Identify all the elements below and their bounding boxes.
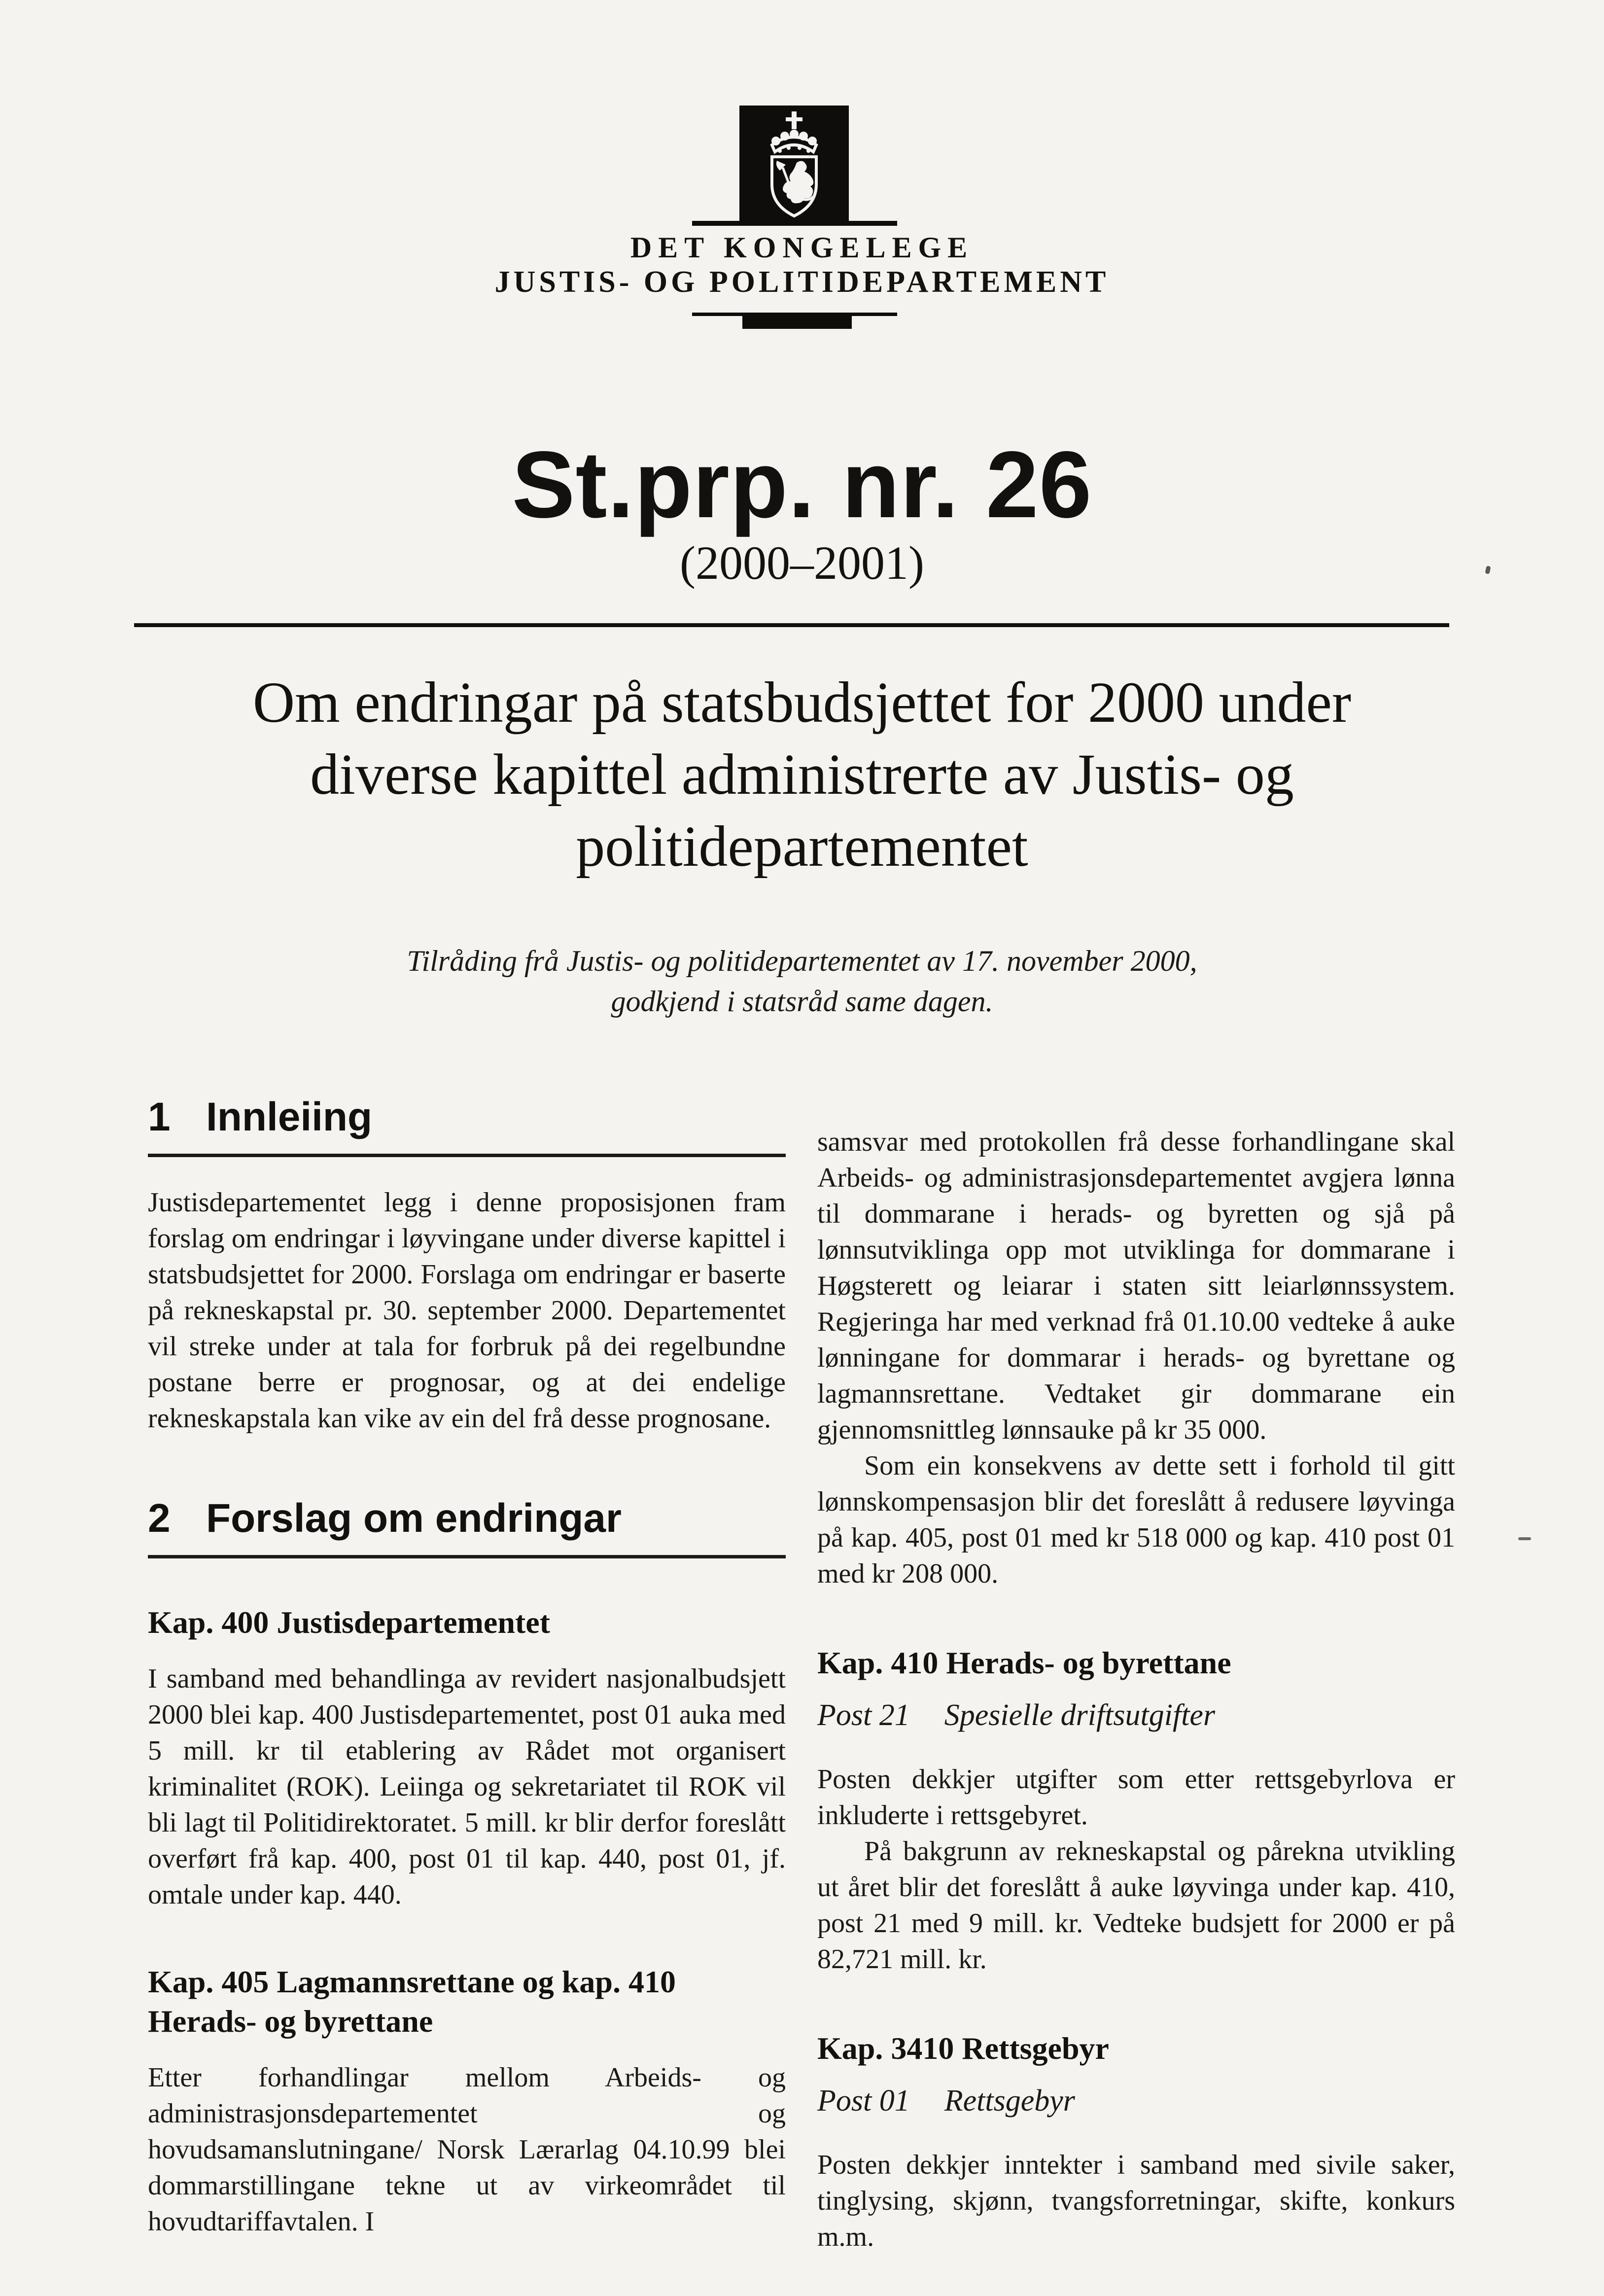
norwegian-coat-of-arms-icon bbox=[739, 106, 849, 223]
recommendation-line1: Tilråding frå Justis- og politidepartementet av 17. november 2000, bbox=[407, 945, 1197, 977]
body-columns bbox=[148, 1094, 1455, 2255]
kap-3410-heading: Kap. 3410 Rettsgebyr bbox=[817, 2031, 1109, 2066]
section-1-heading bbox=[148, 1094, 786, 1141]
recommendation-note bbox=[0, 941, 1604, 1022]
section-2-heading bbox=[148, 1495, 786, 1542]
kap-400-paragraph: I samband med behandlinga av revidert nasjonalbudsjett 2000 blei kap. 400 Justisdepartementet, post 01 auka med 5 mill. kr til etablering av Rådet mot organisert kriminalitet (ROK). Leiinga og sekretariatet til ROK vil bli lagt til Politidirektoratet. 5 mill. kr blir derfor foreslått overført frå kap. 400, post 01 til kap. 440, post 01, jf. omtale under kap. 440. bbox=[148, 1663, 786, 1910]
document-title-line1: Om endringar på statsbudsjettet for 2000 under bbox=[252, 670, 1352, 735]
section-1-number: 1 bbox=[148, 1095, 171, 1139]
scan-speck bbox=[1518, 1537, 1531, 1540]
department-name-line2: JUSTIS- OG POLITIDEPARTEMENT bbox=[494, 265, 1110, 299]
document-title bbox=[0, 667, 1604, 883]
section-2-number: 2 bbox=[148, 1496, 171, 1541]
post-21-label: Post 21 bbox=[817, 1698, 910, 1732]
session-years: (2000–2001) bbox=[680, 536, 924, 589]
document-number: St.prp. nr. 26 bbox=[512, 431, 1092, 537]
right-column bbox=[817, 1094, 1455, 2255]
section-1-rule bbox=[148, 1154, 786, 1157]
post-21-line bbox=[817, 1696, 1455, 1734]
kap-405-paragraph: Etter forhandlingar mellom Arbeids- og administrasjonsdepartementet og hovudsamanslutningane/ Norsk Lærarlag 04.10.99 blei dommarstillingane tekne ut av virkeområdet til hovudtariffavtalen. I bbox=[148, 2062, 786, 2237]
section-1-paragraph: Justisdepartementet legg i denne proposisjonen fram forslag om endringar i løyvingane under diverse kapittel i statsbudsjettet for 2000. Forslaga om endringar er baserte på rekneskapstal pr. 30. september 2000. Departementet vil streke under at tala for forbruk på dei regelbundne postane berre er prognosar, og at dei endelige rekneskapstala kan vike av ein del frå desse prognosane. bbox=[148, 1187, 786, 1434]
department-underline bbox=[692, 313, 897, 316]
department-underline-center-bar bbox=[742, 316, 852, 329]
kap-405-heading-line1: Kap. 405 Lagmannsrettane og kap. 410 bbox=[148, 1964, 676, 1999]
right-paragraph-2: Som ein konsekvens av dette sett i forhold til gitt lønnskompensasjon blir det foreslått å redusere løyvinga på kap. 405, post 01 med kr 518 000 og kap. 410 post 01 med kr 208 000. bbox=[817, 1450, 1455, 1589]
kap-400-heading: Kap. 400 Justisdepartementet bbox=[148, 1605, 550, 1640]
section-2-rule bbox=[148, 1555, 786, 1558]
kap-405-heading bbox=[148, 1962, 786, 2041]
kap-410-paragraph-1: Posten dekkjer utgifter som etter rettsgebyrlova er inkluderte i rettsgebyret. bbox=[817, 1764, 1455, 1831]
document-title-line3: politidepartementet bbox=[576, 814, 1028, 879]
section-1-title: Innleiing bbox=[206, 1095, 373, 1139]
post-01-label: Post 01 bbox=[817, 2084, 910, 2118]
post-01-title: Rettsgebyr bbox=[944, 2084, 1075, 2118]
post-01-line bbox=[817, 2082, 1455, 2119]
post-21-title: Spesielle driftsutgifter bbox=[944, 1698, 1216, 1732]
document-title-line2: diverse kapittel administrerte av Justis- og bbox=[310, 742, 1294, 807]
left-column bbox=[148, 1094, 786, 2255]
section-2-title: Forslag om endringar bbox=[206, 1496, 622, 1541]
masthead-rule bbox=[134, 623, 1449, 627]
kap-410-heading: Kap. 410 Herads- og byrettane bbox=[817, 1645, 1231, 1680]
kap-410-paragraph-2: På bakgrunn av rekneskapstal og pårekna utvikling ut året blir det foreslått å auke løyvinga under kap. 410, post 21 med 9 mill. kr. Vedteke budsjett for 2000 er på 82,721 mill. kr. bbox=[817, 1836, 1455, 1975]
right-paragraph-1: samsvar med protokollen frå desse forhandlingane skal Arbeids- og administrasjonsdepartementet avgjera lønna til dommarane i herads- og byretten og sjå på lønnsutviklinga opp mot utviklinga for dommarane i Høgsterett og leiarar i staten sitt leiarlønnssystem. Regjeringa har med verknad frå 01.10.00 vedteke å auke lønningane for dommarar i herads- og byrettane og lagmannsrettane. Vedtaket gir dommarane ein gjennomsnittleg lønnsauke på kr 35 000. bbox=[817, 1127, 1455, 1445]
kap-3410-paragraph: Posten dekkjer inntekter i samband med sivile saker, tinglysing, skjønn, tvangsforretningar, skifte, konkurs m.m. bbox=[817, 2150, 1455, 2252]
kap-405-heading-line2: Herads- og byrettane bbox=[148, 2004, 433, 2039]
department-name-line1: DET KONGELEGE bbox=[630, 231, 974, 264]
recommendation-line2: godkjend i statsråd same dagen. bbox=[611, 985, 993, 1018]
